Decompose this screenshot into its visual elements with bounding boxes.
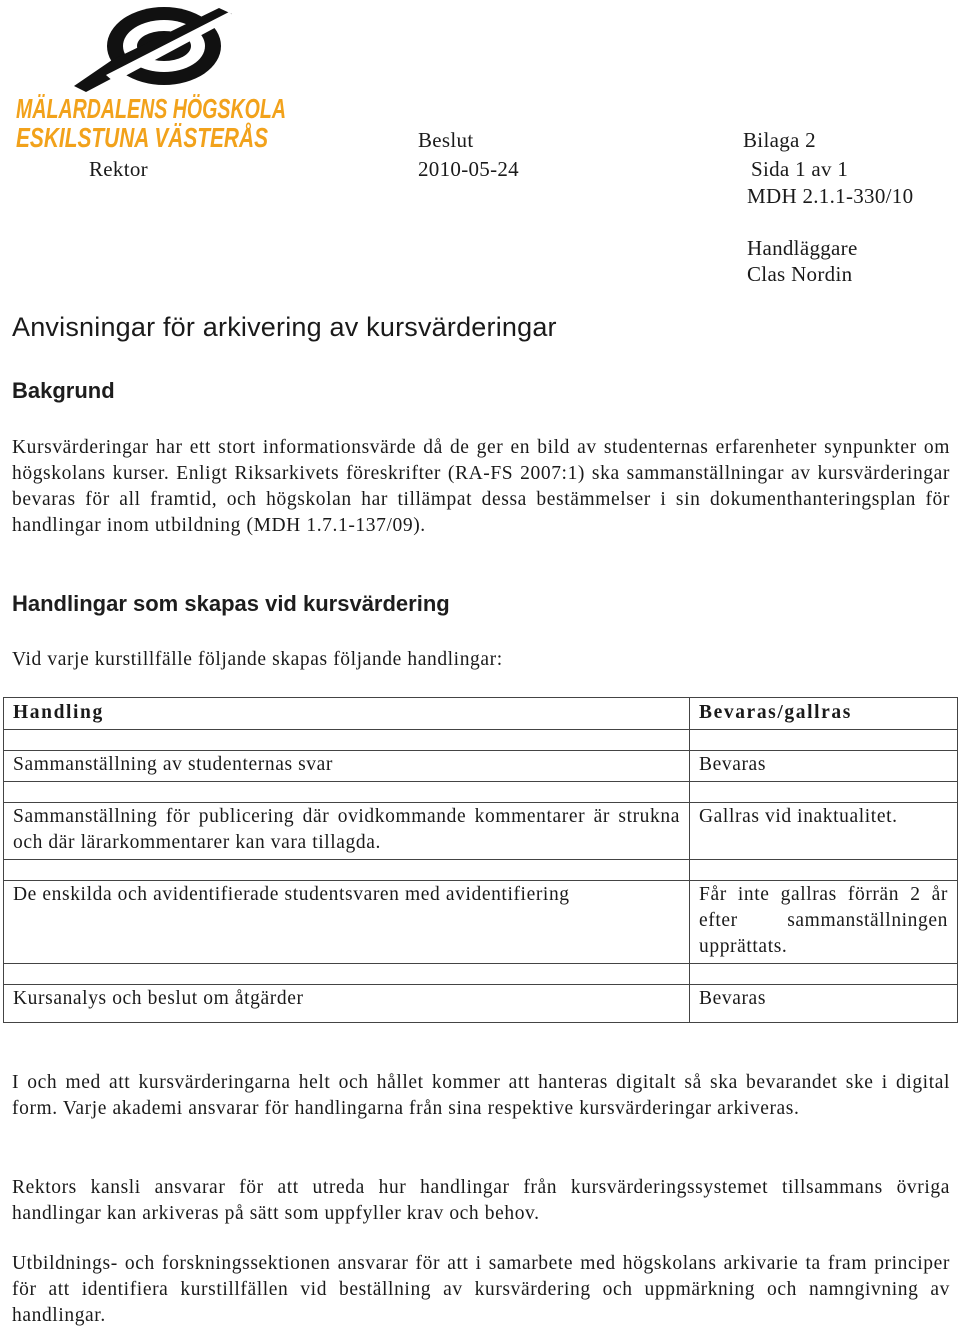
section-heading-background: Bakgrund <box>12 378 115 403</box>
closing-paragraph-rector: Rektors kansli ansvarar för att utreda hur handlingar från kursvärderingssystemet tillsammans övriga handlingar kan arkiveras på sätt som uppfyller krav och behov. <box>12 1177 950 1224</box>
table-spacer-row <box>4 964 958 985</box>
background-text: Kursvärderingar har ett stort informationsvärde då de ger en bild av studenternas erfarenheter synpunkter om högskolans kurser. Enligt Riksarkivets föreskrifter (RA-FS 2007:1) ska sammanställningar av kursvärderingar bevaras för all framtid, och högskolan har tillämpat dessa bestämmelser i sin dokumenthanteringsplan för handlingar inom utbildning (MDH 1.7.1-137/09). <box>12 437 950 536</box>
documents-intro: Vid varje kurstillfälle följande skapas följande handlingar: <box>12 649 503 670</box>
table-row <box>4 881 958 964</box>
table-header-row <box>4 698 958 730</box>
table-cell-handling: Sammanställning av studenternas svar <box>4 751 690 782</box>
table-cell-handling: Kursanalys och beslut om åtgärder <box>4 985 690 1023</box>
decision-date: 2010-05-24 <box>418 157 519 181</box>
handler-name: Clas Nordin <box>747 262 853 286</box>
table-row <box>4 751 958 782</box>
mdh-emblem-icon <box>74 7 235 92</box>
table-spacer-row <box>4 782 958 803</box>
table-spacer-row <box>4 860 958 881</box>
logo-line1: MÄLARDALENS HÖGSKOLA <box>16 93 286 124</box>
table-cell-status: Får inte gallras förrän 2 år efter sammanställningen upprättats. <box>690 881 958 964</box>
documents-table <box>3 697 958 1023</box>
table-cell-handling: De enskilda och avidentifierade studentsvaren med avidentifiering <box>4 881 690 964</box>
registration-number: MDH 2.1.1-330/10 <box>747 184 914 208</box>
page-title: Anvisningar för arkivering av kursvärderingar <box>12 312 557 342</box>
table-row <box>4 985 958 1023</box>
handler-label: Handläggare <box>747 236 858 260</box>
attachment-label: Bilaga 2 <box>743 128 816 152</box>
closing-paragraph-section: Utbildnings- och forskningssektionen ansvarar för att i samarbete med högskolans arkivarie ta fram principer för att identifiera kurstillfällen vid beställning av kursvärdering och uppmärkning och namngivning av handlingar. <box>12 1253 950 1326</box>
section-heading-documents: Handlingar som skapas vid kursvärdering <box>12 591 450 616</box>
table-cell-handling: Sammanställning för publicering där ovidkommande kommentarer är strukna och där lärarkommentarer kan vara tillagda. <box>4 803 690 860</box>
table-cell-status: Bevaras <box>690 985 958 1023</box>
mdh-logo <box>14 0 289 152</box>
table-cell-status: Bevaras <box>690 751 958 782</box>
table-cell-status: Gallras vid inaktualitet. <box>690 803 958 860</box>
role: Rektor <box>89 157 148 181</box>
doc-type: Beslut <box>418 128 474 152</box>
table-spacer-row <box>4 730 958 751</box>
column-header-status: Bevaras/gallras <box>690 698 958 730</box>
closing-paragraph-digital: I och med att kursvärderingarna helt och hållet kommer att hanteras digitalt så ska bevarandet ske i digital form. Varje akademi ansvarar för handlingarna från sina respektive kursvärderingar arkiveras. <box>12 1072 950 1119</box>
table-row <box>4 803 958 860</box>
column-header-handling: Handling <box>4 698 690 730</box>
logo-line2: ESKILSTUNA VÄSTERÅS <box>16 122 269 153</box>
page-indicator: Sida 1 av 1 <box>751 157 849 181</box>
